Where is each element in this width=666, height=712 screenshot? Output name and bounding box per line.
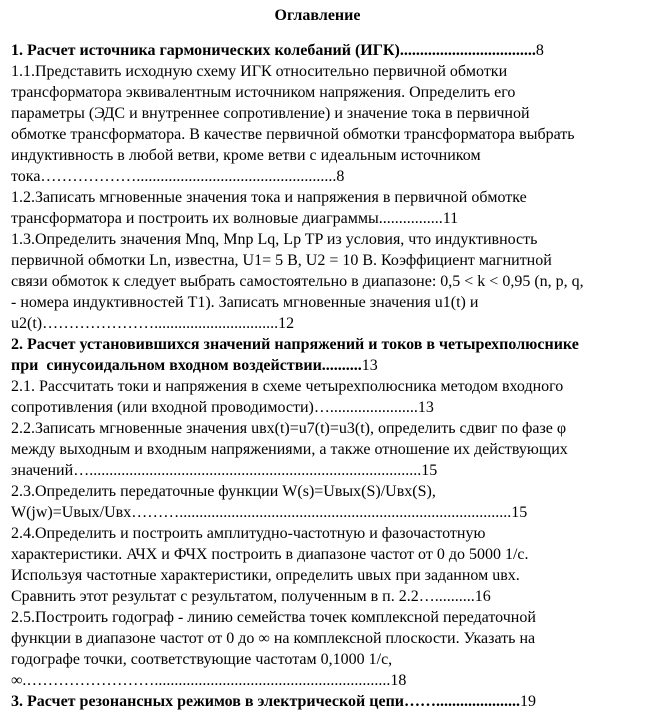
toc-section-entry[interactable] <box>11 691 588 712</box>
toc-item-entry[interactable] <box>11 481 588 523</box>
toc-entry-text: 2.4.Определить и построить амплитудно-частотную и фазочастотную характеристики. АЧХ и ФЧХ построить в диапазоне частот от 0 до 5000 1/с. Используя частотные характеристики, определить uвых при заданном uвх. Сравнить этот результат с результатом, полученным в п. 2.2 <box>11 525 533 605</box>
toc-entry-text: 1.2.Записать мгновенные значения тока и напряжения в первичной обмотке трансформатора и построить их волновые диаграммы <box>11 189 531 227</box>
toc-item-entry[interactable] <box>11 61 588 187</box>
toc-page-number: 11 <box>442 210 459 227</box>
toc-page-number: 16 <box>474 588 491 605</box>
toc-page-number: 13 <box>361 357 378 374</box>
toc-leader-dots: ................ <box>378 210 443 227</box>
toc-leader-dots: ……………….................................................. <box>40 168 337 185</box>
toc-item-entry[interactable] <box>11 607 588 691</box>
toc-page-number: 12 <box>278 315 295 332</box>
toc-entry-text: 2.1. Рассчитать токи и напряжения в схеме четырехполюсника методом входного сопротивления (или входной проводимости) <box>11 378 568 416</box>
toc-leader-dots: .......... <box>321 357 362 374</box>
toc-entry-text: 2.3.Определить передаточные функции W(s)=Uвых(S)/Uвх(S), W(jw)=Uвых/Uвх <box>11 483 440 521</box>
toc-leader-dots: ………................................................................................... <box>131 504 512 521</box>
toc-page-number: 15 <box>421 462 438 479</box>
toc-item-entry[interactable] <box>11 418 588 481</box>
toc-list <box>11 40 588 712</box>
toc-leader-dots: …………………............................... <box>42 315 279 332</box>
toc-page-number: 8 <box>336 168 345 185</box>
toc-leader-dots: ….......... <box>418 588 475 605</box>
toc-page-number: 13 <box>417 399 434 416</box>
toc-entry-text: 1.3.Определить значения Mnq, Mnp Lq, Lp TP из условия, что индуктивность первичной обмотки Ln, известна, U1= 5 В, U2 = 10 В. Коэффициент магнитной связи обмоток к следует выбрать самостоятельно в диапазоне: 0,5 < k < 0,95 (n, p, q, - номера индуктивностей Т1). Записать мгновенные значения u1(t) и u2(t) <box>11 231 588 332</box>
toc-entry-text: 2.5.Построить годограф - линию семейства точек комплексной передаточной функции в диапазоне частот от 0 до ∞ на комплексной плоскости. Указать на годографе точки, соответствующие частотам 0,1000 1/с, ∞ <box>11 609 540 689</box>
toc-leader-dots: …................................................................................... <box>73 462 422 479</box>
toc-leader-dots: …...................... <box>313 399 418 416</box>
toc-item-entry[interactable] <box>11 229 588 334</box>
toc-page-number: 19 <box>520 693 537 710</box>
toc-item-entry[interactable] <box>11 187 588 229</box>
toc-section-entry[interactable] <box>11 334 588 376</box>
toc-entry-text: 3. Расчет резонансных режимов в электрической цепи <box>11 693 405 710</box>
toc-entry-text: 1.1.Представить исходную схему ИГК относительно первичной обмотки трансформатора эквивалентным источником напряжения. Определить его параметры (ЭДС и внутреннее сопротивление) и значение тока в первичной обмотке трансформатора. В качестве первичной обмотки трансформатора выбрать индуктивность в любой ветви, кроме ветви с идеальным источником тока <box>11 63 579 185</box>
toc-section-entry[interactable] <box>11 40 588 61</box>
toc-entry-text: 2.2.Записать мгновенные значения uвх(t)=u7(t)=u3(t), определить сдвиг по фазе φ между выходным и входным напряжениями, а также отношение их действующих значений <box>11 420 572 479</box>
toc-item-entry[interactable] <box>11 376 588 418</box>
toc-page-number: 18 <box>390 672 407 689</box>
toc-item-entry[interactable] <box>11 523 588 607</box>
toc-page-number: 8 <box>535 42 544 59</box>
toc-title: Оглавление <box>274 7 361 24</box>
toc-leader-dots: .……………………........................................................... <box>22 672 391 689</box>
toc-leader-dots: ……..................... <box>404 693 521 710</box>
toc-leader-dots: .................................. <box>399 42 536 59</box>
toc-page-number: 15 <box>511 504 528 521</box>
toc-entry-text: 1. Расчет источника гармонических колебаний (ИГК) <box>11 42 400 59</box>
toc-entry-text: 2. Расчет установившихся значений напряжений и токов в четырехполюснике при синусоидальном входном воздействии <box>11 336 583 374</box>
